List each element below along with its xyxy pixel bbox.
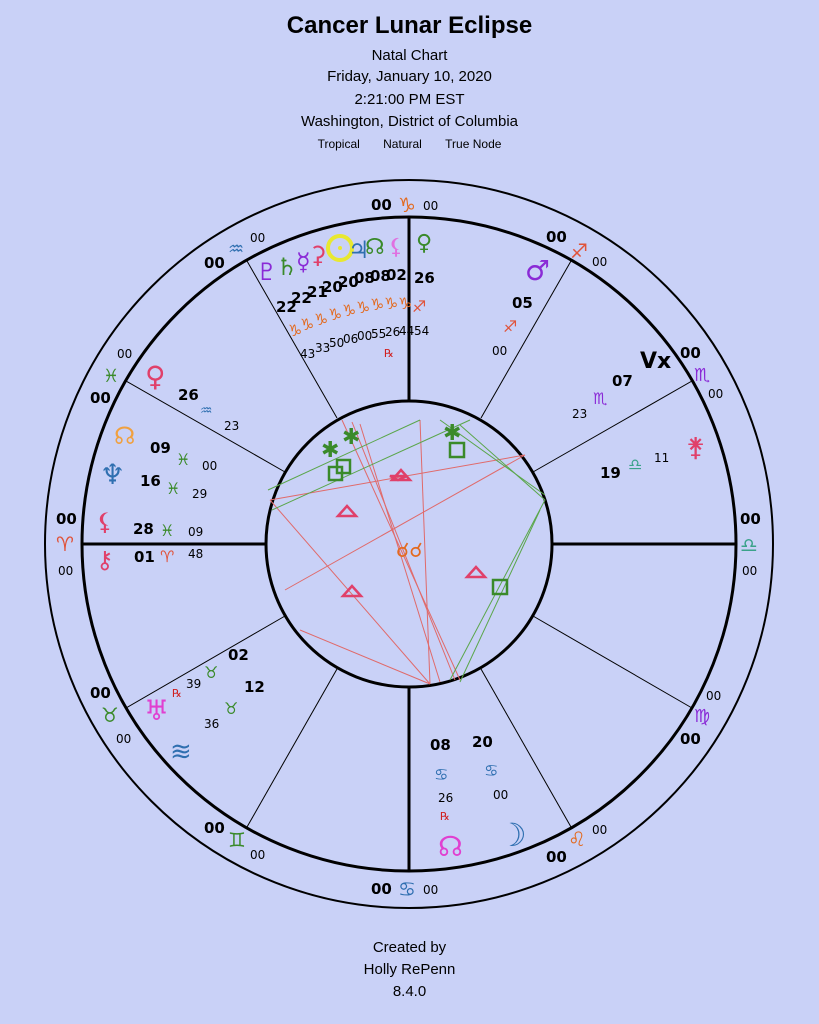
sextile-glyph: ✱ [342, 425, 361, 450]
cusp-deg: 00 [56, 510, 77, 528]
chart-date: Friday, January 10, 2020 [327, 68, 492, 85]
libra-icon: ♎ [740, 533, 758, 557]
chiron-icon: ⚷ [96, 546, 114, 574]
cusp-min: 00 [592, 255, 608, 269]
aries-icon: ♈ [160, 547, 175, 566]
position-deg: 20 [472, 733, 493, 751]
vesta-icon: ♀ [416, 231, 433, 256]
position-min: 36 [204, 717, 220, 731]
pisces-icon: ♓ [176, 450, 191, 469]
scorpio-icon: ♏ [694, 365, 711, 386]
cusp-deg: 00 [680, 344, 701, 362]
position-min: 00 [202, 459, 218, 473]
cusp-deg: 00 [546, 228, 567, 246]
position-min: 26 [438, 791, 454, 805]
conjunction-glyph: ☌☌ [396, 538, 423, 562]
sextile-glyph: ✱ [321, 438, 340, 463]
mercury-icon: ☿ [296, 248, 311, 276]
stellium-deg: 21 [307, 283, 328, 301]
cusp-min: 00 [250, 231, 266, 245]
cusp-deg: 00 [204, 254, 225, 272]
vertex-icon: Vx [640, 349, 672, 374]
cusp-min: 00 [116, 732, 132, 746]
leo-icon: ♌ [568, 827, 586, 851]
cusp-min: 00 [708, 387, 724, 401]
position-min: 48 [188, 547, 204, 561]
jupiter-icon: ♃ [348, 236, 370, 264]
position-deg: 08 [430, 736, 451, 754]
cusp-min: 00 [423, 883, 439, 897]
taurus-icon: ♉ [204, 663, 219, 682]
cusp-min: 00 [706, 689, 722, 703]
sun-center [338, 246, 342, 250]
libra-icon: ♎ [628, 455, 643, 474]
pisces-icon: ♓ [103, 366, 120, 387]
trine-glyph [338, 506, 356, 516]
position-deg: 05 [512, 294, 533, 312]
chart-title: Cancer Lunar Eclipse [286, 12, 533, 39]
stellium-deg: 20 [338, 273, 359, 291]
stellium-deg: 22 [291, 289, 312, 307]
position-min: 39 [186, 677, 202, 691]
option-node: True Node [445, 137, 502, 151]
sagittarius-icon: ♐ [412, 297, 427, 316]
svg-text:♑: ♑ [342, 301, 357, 320]
position-min: 29 [192, 487, 208, 501]
cusp-deg: 00 [740, 510, 761, 528]
chart-time: 2:21:00 PM EST [354, 91, 465, 108]
footer-author: Holly RePenn [363, 961, 456, 978]
stellium-deg: 08 [354, 269, 375, 287]
square-glyph [493, 580, 507, 594]
cusp-deg: 00 [204, 819, 225, 837]
position-deg: 07 [612, 372, 633, 390]
moon-icon: ☽ [498, 816, 527, 854]
chart-type: Natal Chart [371, 47, 448, 64]
position-deg: 28 [133, 520, 154, 538]
cancer-icon: ♋ [434, 765, 449, 784]
gemini-icon: ♊ [228, 828, 246, 852]
stellium-min: 43 [300, 347, 316, 361]
svg-text:♑: ♑ [356, 298, 371, 317]
sagittarius-icon: ♐ [570, 239, 588, 263]
sagittarius-icon: ♐ [503, 317, 518, 336]
taurus-icon: ♉ [224, 699, 239, 718]
position-deg: 09 [150, 439, 171, 457]
cusp-min: 00 [592, 823, 608, 837]
stellium-deg: 08 [370, 267, 391, 285]
black-moon-icon: ⚸ [96, 508, 114, 536]
stellium-min: 50 [329, 336, 345, 350]
saturn-icon: ♄ [276, 253, 298, 281]
stellium-min: 26 [385, 325, 401, 339]
mars-min: 54 [414, 324, 430, 338]
cusp-deg: 00 [371, 880, 392, 898]
svg-text:♑: ♑ [300, 315, 315, 334]
aries-icon: ♈ [56, 532, 74, 556]
position-min: 23 [572, 407, 588, 421]
cusp-deg: 00 [90, 389, 111, 407]
option-zodiac: Tropical [317, 137, 360, 151]
position-deg: 26 [178, 386, 199, 404]
footer-version: 8.4.0 [392, 983, 427, 1000]
position-deg: 19 [600, 464, 621, 482]
pisces-icon: ♓ [166, 479, 181, 498]
position-min: 00 [493, 788, 509, 802]
stellium-min: 44 [399, 324, 415, 338]
position-min: 00 [492, 344, 508, 358]
position-deg: 02 [228, 646, 249, 664]
cusp-min: 00 [58, 564, 74, 578]
ceres-icon: ⚳ [309, 241, 327, 269]
asteroid-icon: ⚵ [686, 433, 706, 463]
uranus-icon: ♅ [144, 694, 170, 727]
option-house-system: Natural [383, 137, 422, 151]
cusp-deg: 00 [371, 196, 392, 214]
position-deg: 01 [134, 548, 155, 566]
retrograde-mark: ℞ [440, 810, 450, 823]
virgo-icon: ♍ [694, 706, 711, 727]
pisces-icon: ♓ [160, 521, 175, 540]
aquarius-icon: ♒ [200, 403, 213, 419]
pluto-icon: ♇ [256, 258, 278, 286]
cusp-deg: 00 [546, 848, 567, 866]
venus-icon: ♀ [145, 360, 166, 393]
svg-text:♑: ♑ [328, 305, 343, 324]
sextile-glyph: ✱ [443, 421, 462, 446]
cancer-icon: ♋ [398, 877, 416, 901]
node-icon: ☊ [114, 422, 136, 450]
cancer-icon: ♋ [484, 761, 499, 780]
svg-text:♑: ♑ [288, 321, 303, 340]
footer [0, 937, 819, 1003]
fortune-icon: ≋ [170, 737, 192, 767]
chart-location: Washington, District of Columbia [300, 113, 519, 130]
lilith-icon: ⚸ [388, 235, 405, 260]
stellium-min: 33 [315, 341, 331, 355]
mars-icon: ♂ [525, 254, 551, 287]
trine-glyph [467, 567, 485, 577]
neptune-icon: ♆ [100, 458, 126, 491]
north-node-icon: ☊ [438, 830, 463, 863]
svg-text:♑: ♑ [314, 310, 329, 329]
position-min: 23 [224, 419, 240, 433]
position-min: 11 [654, 451, 670, 465]
retrograde-mark: ℞ [172, 687, 182, 700]
svg-text:♑: ♑ [398, 294, 413, 313]
south-node-icon: ☊ [365, 235, 385, 260]
aquarius-icon: ♒ [228, 239, 245, 260]
cusp-min: 00 [117, 347, 133, 361]
position-min: 09 [188, 525, 204, 539]
cusp-min: 00 [742, 564, 758, 578]
stellium-deg: 20 [322, 278, 343, 296]
stellium-min: 00 [357, 329, 373, 343]
capricorn-icon: ♑ [398, 193, 416, 217]
cusp-min: 00 [250, 848, 266, 862]
aspect-glyphs [321, 421, 507, 596]
mars-deg: 26 [414, 269, 435, 287]
stellium-min: 55 [371, 327, 387, 341]
svg-text:♑: ♑ [370, 295, 385, 314]
cusp-deg: 00 [680, 730, 701, 748]
cusp-deg: 00 [90, 684, 111, 702]
position-deg: 12 [244, 678, 265, 696]
stellium-min: 06 [343, 332, 359, 346]
svg-text:♑: ♑ [384, 294, 399, 313]
footer-credit-label: Created by [372, 939, 447, 956]
taurus-icon: ♉ [101, 703, 119, 727]
stellium-deg: 02 [386, 266, 407, 284]
position-deg: 16 [140, 472, 161, 490]
retrograde-mark: ℞ [384, 347, 394, 360]
stellium-deg: 22 [276, 298, 297, 316]
cusp-min: 00 [423, 199, 439, 213]
scorpio-icon: ♏ [593, 389, 608, 408]
